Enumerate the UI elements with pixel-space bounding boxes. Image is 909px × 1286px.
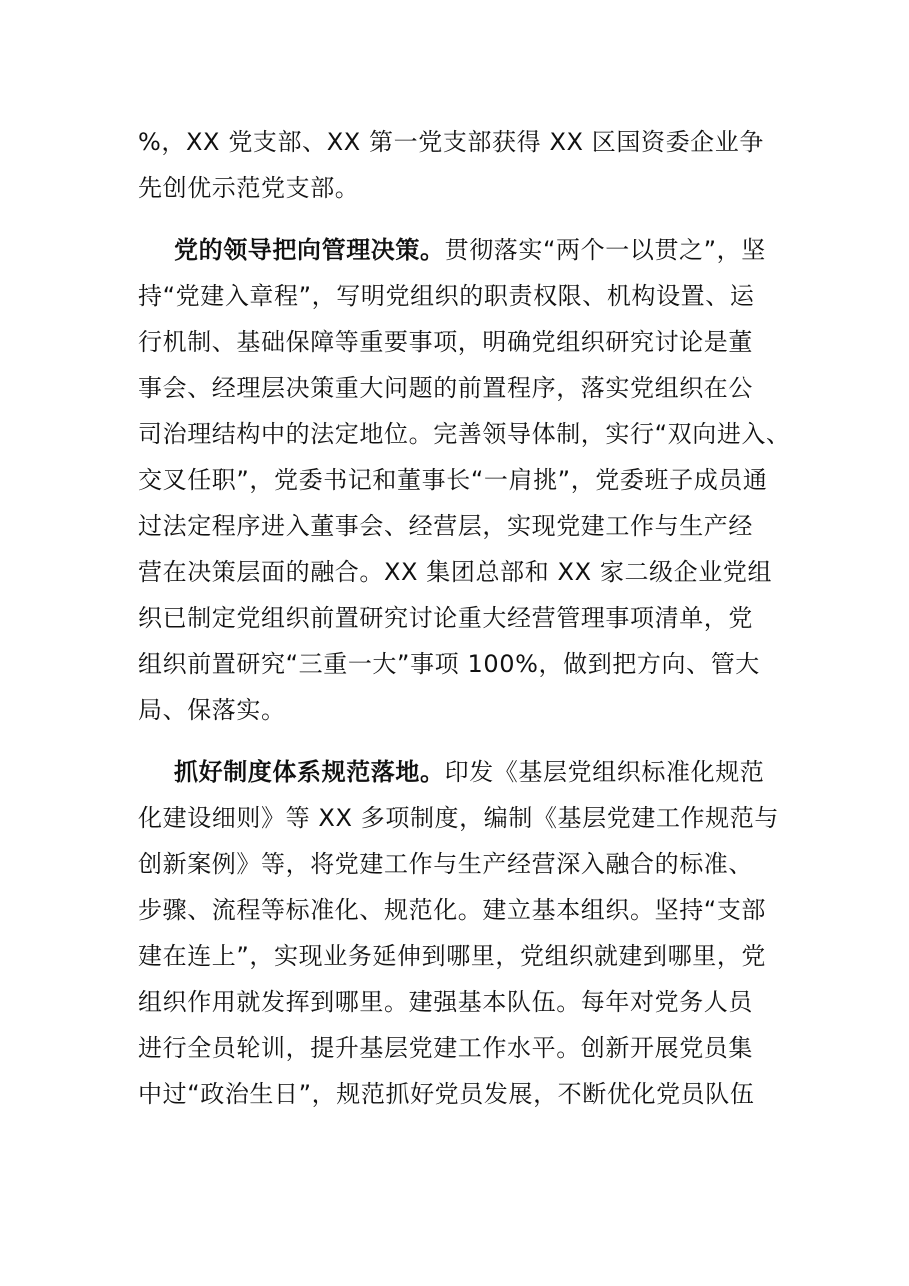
text-line: 营在决策层面的融合。XX 集团总部和 XX 家二级企业党组 [138,558,773,586]
text-line: 过法定程序进入董事会、经营层，实现党建工作与生产经 [138,512,753,540]
text-line: 创新案例》等，将党建工作与生产经营深入融合的标准、 [138,850,753,878]
text-line: 建在连上”，实现业务延伸到哪里，党组织就建到哪里，党 [138,942,767,970]
text-line: 步骤、流程等标准化、规范化。建立基本组织。坚持“支部 [138,896,767,924]
paragraph-text: 印发《基层党组织标准化规范 [444,758,765,786]
paragraph-heading: 党的领导把向管理决策。 [174,236,445,264]
text-line: 先创优示范党支部。 [138,174,360,202]
text-line: 交叉任职”，党委书记和董事长“一肩挑”，党委班子成员通 [138,466,768,494]
text-line: 织已制定党组织前置研究讨论重大经营管理事项清单，党 [138,604,753,632]
paragraph-text: 贯彻落实“两个一以贯之”，坚 [444,236,766,264]
paragraph-first-line [174,234,814,266]
text-line: %，XX 党支部、XX 第一党支部获得 XX 区国资委企业争 [138,128,764,156]
text-line: 进行全员轮训，提升基层党建工作水平。创新开展党员集 [138,1034,753,1062]
text-line: 司治理结构中的法定地位。完善领导体制，实行“双向进入、 [138,420,791,448]
text-line: 中过“政治生日”，规范抓好党员发展，不断优化党员队伍 [138,1080,755,1108]
paragraph-first-line [174,756,814,788]
text-line: 化建设细则》等 XX 多项制度，编制《基层党建工作规范与 [138,804,779,832]
text-line: 行机制、基础保障等重要事项，明确党组织研究讨论是董 [138,328,753,356]
text-line: 持“党建入章程”，写明党组织的职责权限、机构设置、运 [138,282,755,310]
text-line: 组织前置研究“三重一大”事项 100%，做到把方向、管大 [138,650,760,678]
text-line: 局、保落实。 [138,696,286,724]
text-line: 事会、经理层决策重大问题的前置程序，落实党组织在公 [138,374,753,402]
text-line: 组织作用就发挥到哪里。建强基本队伍。每年对党务人员 [138,988,753,1016]
paragraph-heading: 抓好制度体系规范落地。 [174,758,445,786]
